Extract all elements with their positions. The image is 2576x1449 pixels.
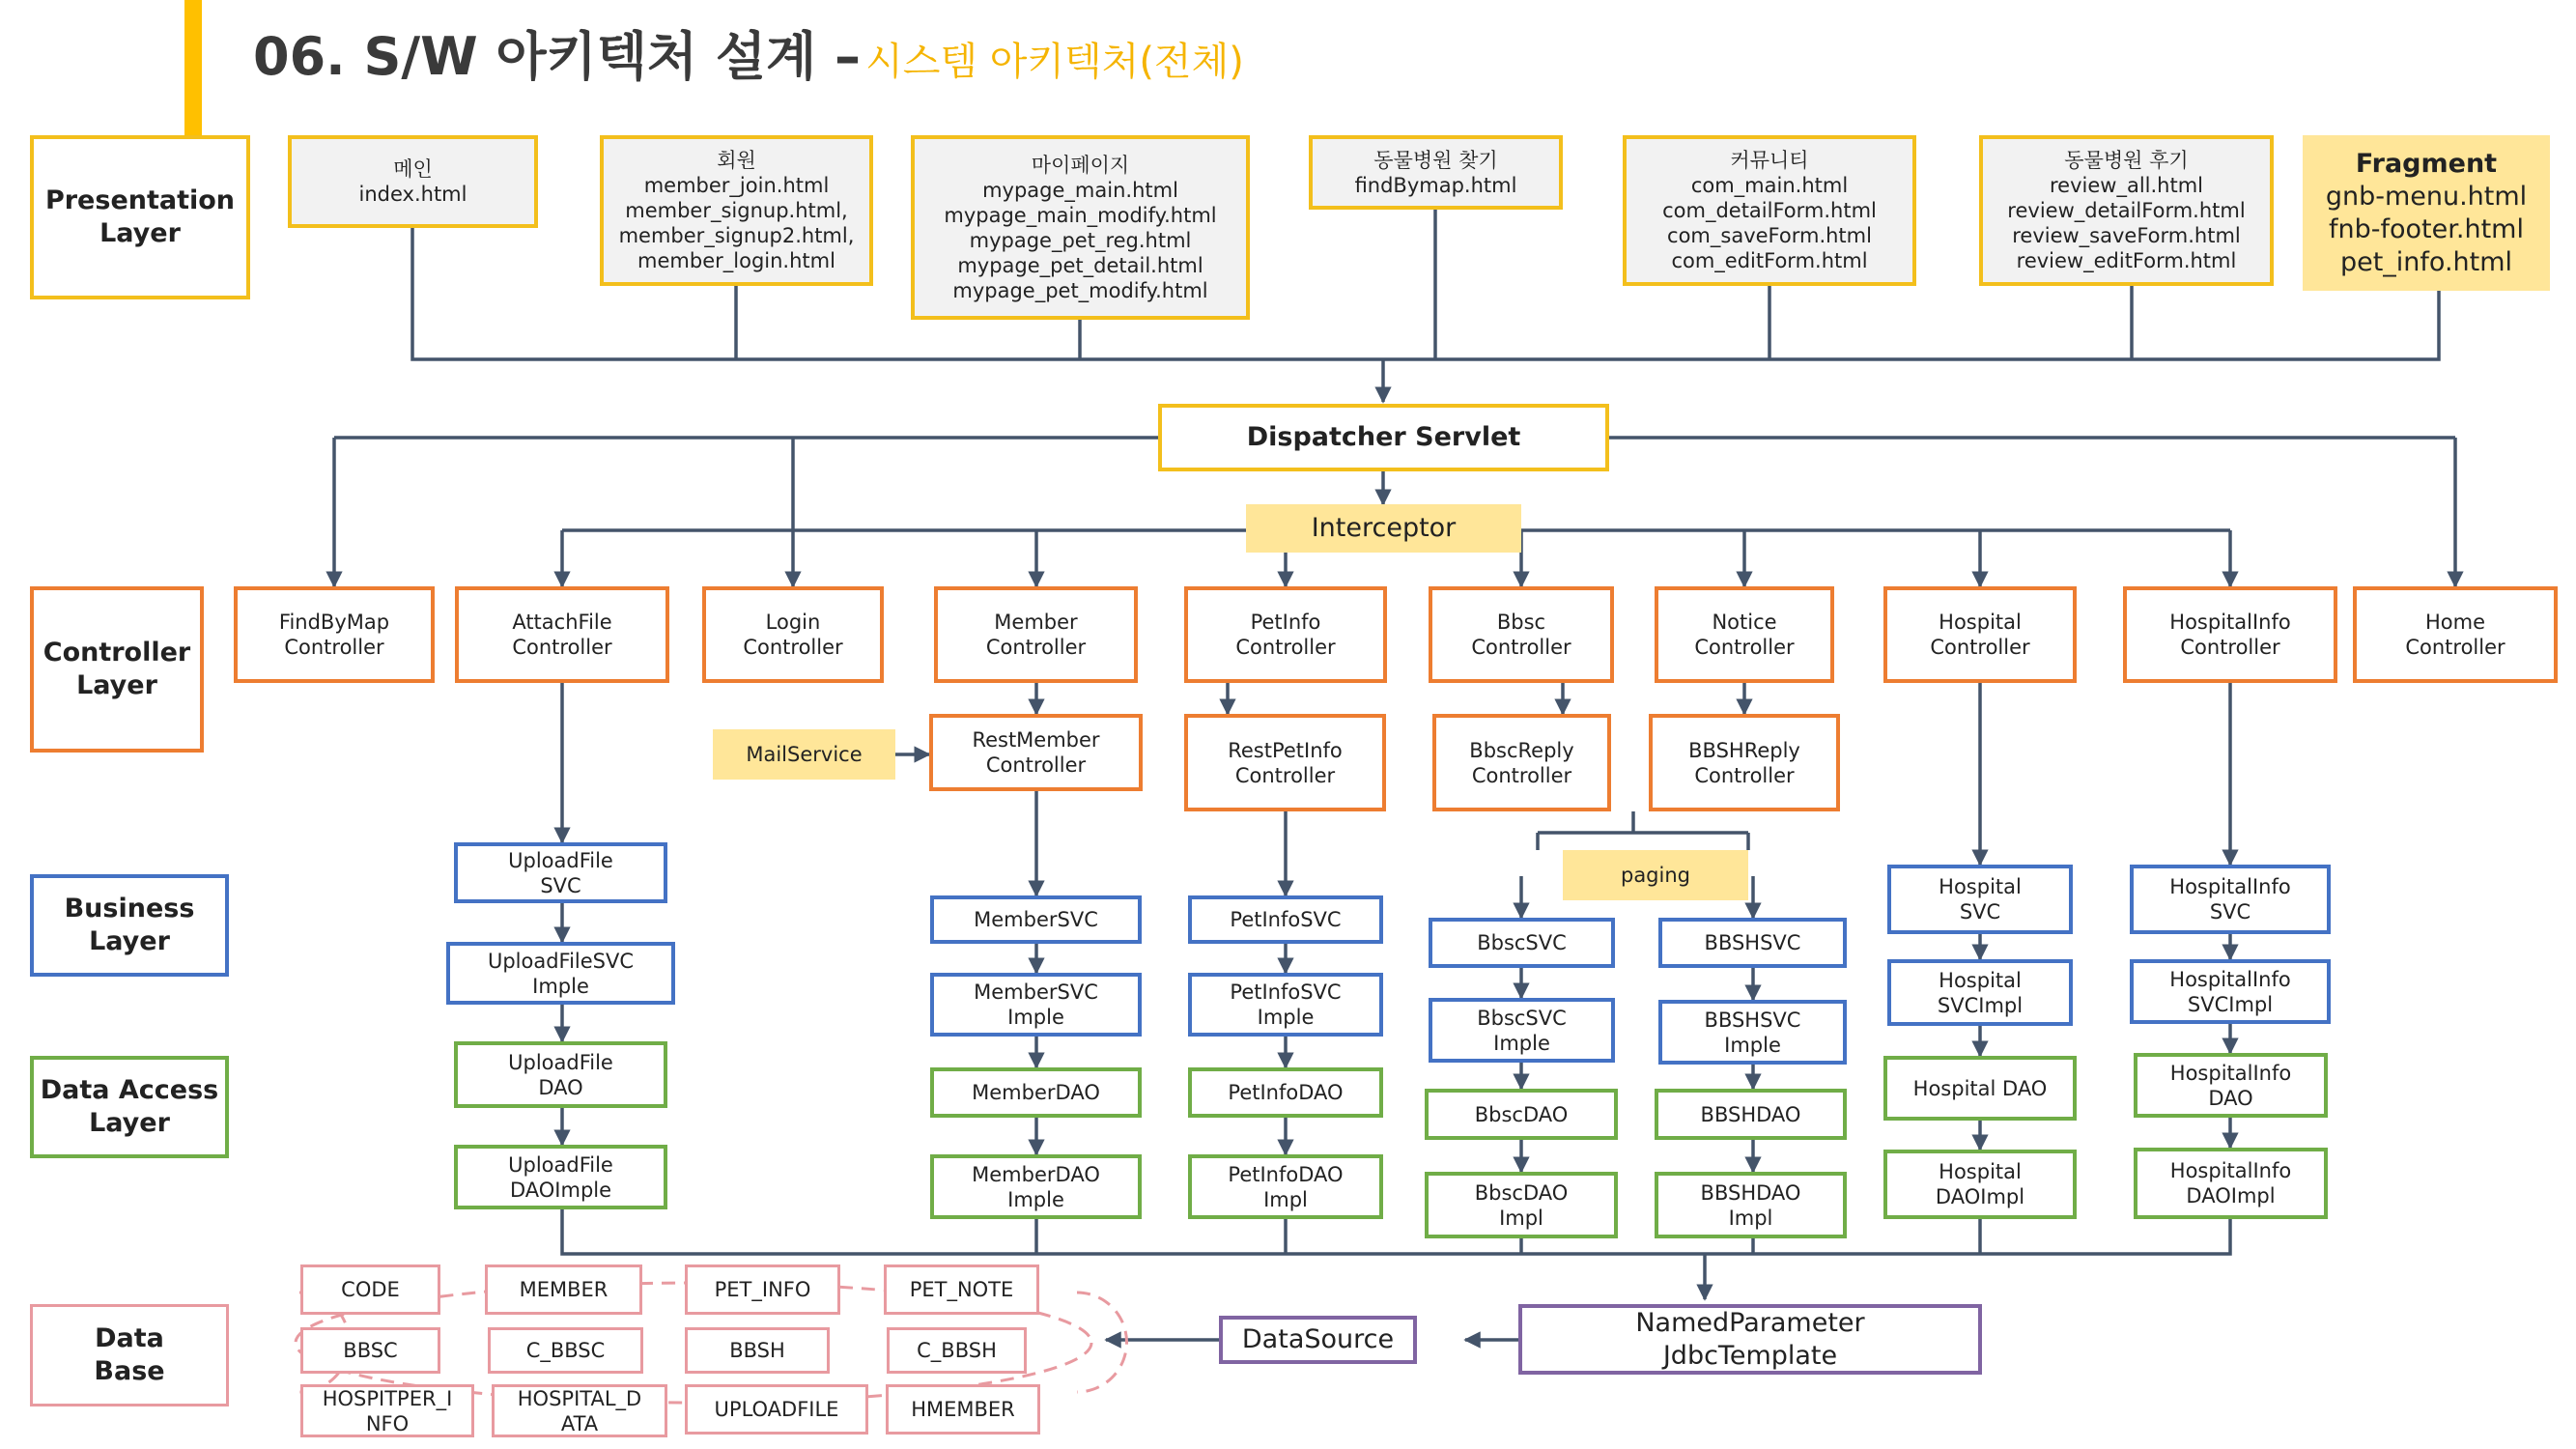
hospitalinfo-dao-impl: HospitalInfo DAOImpl bbox=[2134, 1148, 2328, 1219]
bbsc-svc: BbscSVC bbox=[1429, 918, 1615, 968]
uploadfile-svc: UploadFile SVC bbox=[454, 842, 667, 903]
hospitalinfo-svc-impl: HospitalInfo SVCImpl bbox=[2130, 959, 2331, 1024]
home-controller: Home Controller bbox=[2353, 586, 2558, 683]
hospitalinfo-controller: HospitalInfo Controller bbox=[2123, 586, 2337, 683]
notice-controller: Notice Controller bbox=[1655, 586, 1834, 683]
hospitalinfo-dao: HospitalInfo DAO bbox=[2134, 1053, 2328, 1118]
db-table-member: MEMBER bbox=[485, 1264, 642, 1315]
hospital-controller: Hospital Controller bbox=[1883, 586, 2077, 683]
db-table-code: CODE bbox=[300, 1264, 440, 1315]
member-svc-impl: MemberSVC Imple bbox=[930, 973, 1142, 1037]
restpetinfo-controller: RestPetInfo Controller bbox=[1184, 714, 1386, 811]
presentation-layer-label: Presentation Layer bbox=[30, 135, 250, 299]
fragment-box: Fragment gnb-menu.html fnb-footer.html pet_info.html bbox=[2303, 135, 2550, 291]
db-table-bbsc: BBSC bbox=[300, 1327, 440, 1374]
business-layer-label: Business Layer bbox=[30, 874, 229, 977]
datasource: DataSource bbox=[1219, 1316, 1417, 1364]
page-title-main: 06. S/W 아키텍처 설계 – bbox=[253, 26, 862, 87]
page-group-community: 커뮤니티 com_main.html com_detailForm.html com_saveForm.html com_editForm.html bbox=[1623, 135, 1916, 286]
page-group-member: 회원 member_join.html member_signup.html, member_signup2.html, member_login.html bbox=[600, 135, 873, 286]
db-table-bbsh: BBSH bbox=[685, 1327, 830, 1374]
bbsh-svc: BBSHSVC bbox=[1658, 918, 1847, 968]
uploadfile-dao-impl: UploadFile DAOImple bbox=[454, 1145, 667, 1209]
dispatcher-servlet: Dispatcher Servlet bbox=[1158, 404, 1609, 471]
petinfo-svc: PetInfoSVC bbox=[1188, 895, 1383, 944]
page-group-review: 동물병원 후기 review_all.html review_detailForm.html review_saveForm.html review_editForm.html bbox=[1979, 135, 2274, 286]
paging-connector bbox=[1538, 811, 1748, 850]
controller-layer-label: Controller Layer bbox=[30, 586, 204, 753]
bbsc-controller: Bbsc Controller bbox=[1429, 586, 1614, 683]
db-table-pet-note: PET_NOTE bbox=[884, 1264, 1039, 1315]
hospital-dao: Hospital DAO bbox=[1883, 1056, 2077, 1121]
bbsh-dao-impl: BBSHDAO Impl bbox=[1655, 1172, 1847, 1238]
named-parameter-jdbc-template: NamedParameter JdbcTemplate bbox=[1518, 1304, 1982, 1375]
page-group-main: 메인 index.html bbox=[288, 135, 538, 228]
db-table-c-bbsc: C_BBSC bbox=[488, 1327, 643, 1374]
interceptor: Interceptor bbox=[1246, 504, 1521, 553]
db-table-uploadfile: UPLOADFILE bbox=[685, 1384, 868, 1435]
bbsc-svc-impl: BbscSVC Imple bbox=[1429, 998, 1615, 1063]
bbshreply-controller: BBSHReply Controller bbox=[1649, 714, 1840, 811]
petinfo-dao: PetInfoDAO bbox=[1188, 1067, 1383, 1118]
bbsh-svc-impl: BBSHSVC Imple bbox=[1658, 1000, 1847, 1065]
uploadfile-dao: UploadFile DAO bbox=[454, 1041, 667, 1108]
petinfo-controller: PetInfo Controller bbox=[1184, 586, 1387, 683]
attachfile-controller: AttachFile Controller bbox=[455, 586, 669, 683]
bbsh-dao: BBSHDAO bbox=[1655, 1089, 1847, 1140]
data-access-layer-label: Data Access Layer bbox=[30, 1056, 229, 1158]
bbsc-dao: BbscDAO bbox=[1425, 1089, 1618, 1140]
hospitalinfo-svc: HospitalInfo SVC bbox=[2130, 865, 2331, 934]
paging: paging bbox=[1563, 850, 1748, 900]
page-group-mypage: 마이페이지 mypage_main.html mypage_main_modify.html mypage_pet_reg.html mypage_pet_detail.html mypage_pet_modify.html bbox=[911, 135, 1250, 320]
uploadfile-svc-impl: UploadFileSVC Imple bbox=[446, 942, 675, 1005]
header-accent-bar bbox=[184, 0, 202, 135]
db-table-hospitper-info: HOSPITPER_I NFO bbox=[300, 1384, 474, 1437]
db-table-c-bbsh: C_BBSH bbox=[887, 1327, 1027, 1374]
bbsc-dao-impl: BbscDAO Impl bbox=[1425, 1172, 1618, 1238]
mail-service: MailService bbox=[713, 729, 895, 780]
db-table-hmember: HMEMBER bbox=[886, 1384, 1040, 1435]
hospital-svc: Hospital SVC bbox=[1887, 865, 2073, 934]
db-table-pet-info: PET_INFO bbox=[685, 1264, 840, 1315]
db-table-hospital-data: HOSPITAL_D ATA bbox=[492, 1384, 667, 1437]
member-dao: MemberDAO bbox=[930, 1067, 1142, 1118]
page-group-findbymap: 동물병원 찾기 findBymap.html bbox=[1309, 135, 1563, 210]
member-controller: Member Controller bbox=[934, 586, 1138, 683]
database-layer-label: Data Base bbox=[30, 1304, 229, 1406]
page-title bbox=[253, 23, 1244, 103]
member-svc: MemberSVC bbox=[930, 895, 1142, 944]
login-controller: Login Controller bbox=[702, 586, 884, 683]
bbscreply-controller: BbscReply Controller bbox=[1432, 714, 1611, 811]
petinfo-svc-impl: PetInfoSVC Imple bbox=[1188, 973, 1383, 1037]
petinfo-dao-impl: PetInfoDAO Impl bbox=[1188, 1154, 1383, 1219]
hospital-svc-impl: Hospital SVCImpl bbox=[1887, 959, 2073, 1026]
findbymap-controller: FindByMap Controller bbox=[234, 586, 435, 683]
member-dao-impl: MemberDAO Imple bbox=[930, 1154, 1142, 1219]
page-subtitle: 시스템 아키텍처(전체) bbox=[865, 40, 1244, 84]
restmember-controller: RestMember Controller bbox=[929, 714, 1143, 791]
hospital-dao-impl: Hospital DAOImpl bbox=[1883, 1150, 2077, 1219]
